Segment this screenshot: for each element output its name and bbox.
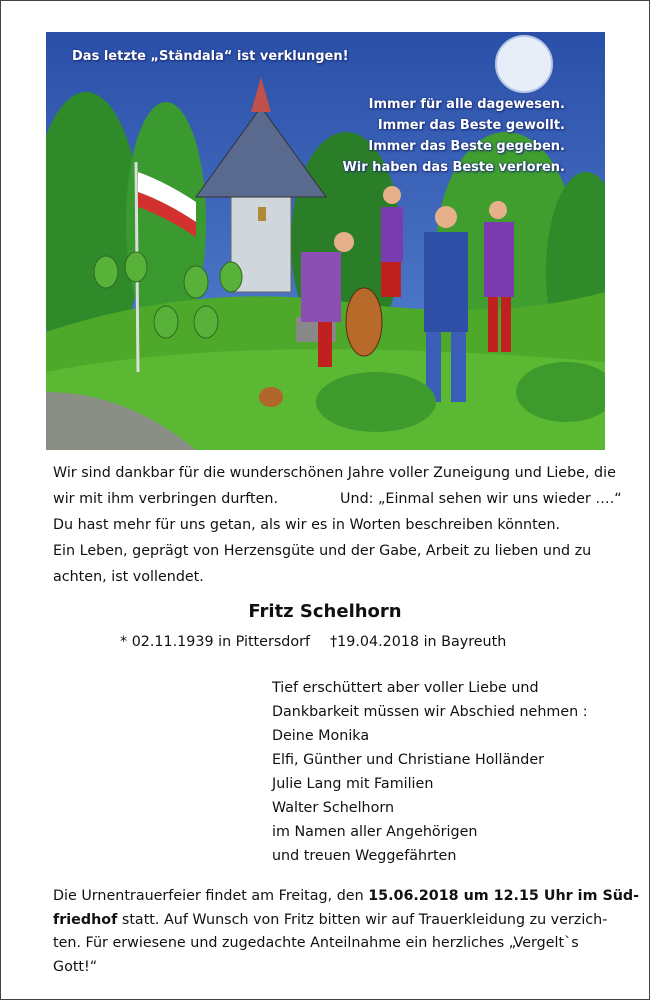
mourner-name: Deine Monika [272,728,370,744]
notice-line [53,909,613,933]
death-date: †19.04.2018 in Bayreuth [330,634,507,650]
notice-date-time: 15.06.2018 um 12.15 Uhr im Süd- [368,888,640,904]
birth-date: * 02.11.1939 in Pittersdorf [120,634,311,650]
illustration-painting [46,32,605,450]
notice-line [53,885,640,909]
mourners-line: Dankbarkeit müssen wir Abschied nehmen : [272,704,588,720]
notice-line: Gott!“ [53,958,98,975]
intro-paragraph [53,460,622,590]
notice-text: Die Urnentrauerfeier findet am Freitag, den [53,888,369,904]
mourner-name: Elfi, Günther und Christiane Holländer [272,752,545,768]
verse-line: Immer das Beste gewollt. [377,118,565,133]
intro-line: Ein Leben, geprägt von Herzensgüte und der Gabe, Arbeit zu lieben und zu [53,543,592,559]
mourners-line: Tief erschüttert aber voller Liebe und [272,680,539,696]
intro-line: Du hast mehr für uns getan, als wir es in Worten beschreiben könnten. [53,517,561,533]
illustration-verse [342,94,565,178]
intro-quote: Und: „Einmal sehen wir uns wieder ….“ [340,491,622,507]
life-dates [120,634,506,650]
mourners-line: im Namen aller Angehörigen [272,824,478,840]
intro-line: achten, ist vollendet. [53,569,204,585]
notice-line: ten. Für erwiesene und zugedachte Anteilnahme ein herzliches „Vergelt`s [53,935,579,951]
verse-line: Immer das Beste gegeben. [368,139,565,154]
intro-line [53,486,622,512]
intro-line: Wir sind dankbar für die wunderschönen Jahre voller Zuneigung und Liebe, die [53,465,616,481]
mourner-name: Julie Lang mit Familien [272,776,434,792]
mourner-name: Walter Schelhorn [272,800,395,816]
illustration-title: Das letzte „Ständala“ ist verklungen! [72,49,349,64]
deceased-name: Fritz Schelhorn [248,601,402,622]
notice-location: friedhof [53,911,118,928]
funeral-notice [53,885,640,979]
notice-text: statt. Auf Wunsch von Fritz bitten wir auf Trauerkleidung zu verzich- [117,911,608,928]
mourners-line: und treuen Weggefährten [272,848,457,864]
verse-line: Immer für alle dagewesen. [368,97,565,112]
verse-line: Wir haben das Beste verloren. [342,160,565,175]
intro-line-part: wir mit ihm verbringen durften. [53,491,279,507]
mourners-list [272,676,588,868]
